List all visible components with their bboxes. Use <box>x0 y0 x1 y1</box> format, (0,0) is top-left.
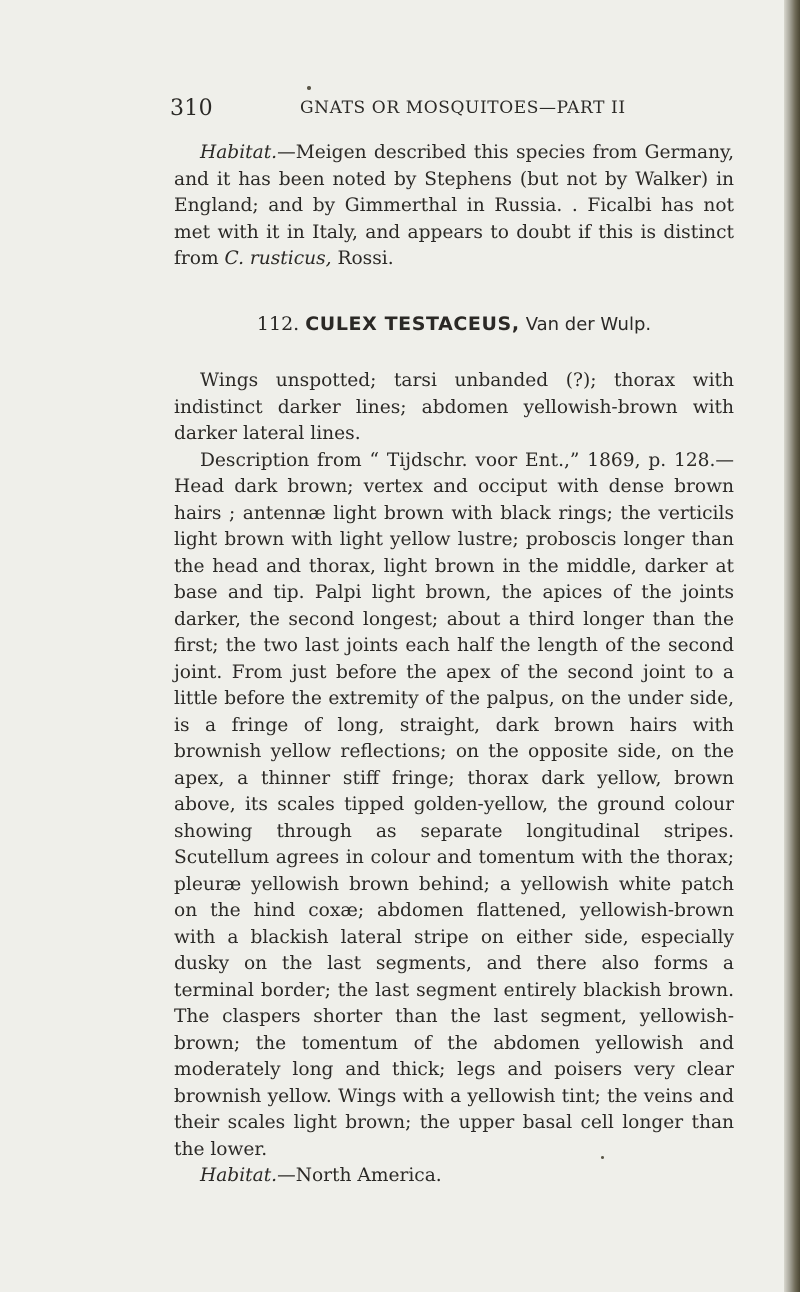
habitat-label: Habitat. <box>200 142 278 163</box>
body-text <box>174 140 734 1190</box>
page-number: 310 <box>170 96 213 121</box>
habitat-text: —Meigen described this species from Germany, and it has been noted by Stephens (but not by Walker) in England; and by Gimmerthal in Russia. . Ficalbi has not met with it in Italy, and appears to doubt if this is distinct from <box>174 142 734 269</box>
paragraph-habitat-america <box>174 1163 734 1190</box>
paragraph-habitat-europe <box>174 140 734 273</box>
paragraph-diagnosis: Wings unspotted; tarsi unbanded (?); thorax with indistinct darker lines; abdomen yellowish-brown with darker lateral lines. <box>174 370 734 444</box>
habitat-text: —North America. <box>277 1165 442 1186</box>
habitat-label: Habitat. <box>200 1165 278 1186</box>
paragraph-description: Description from “ Tijdschr. voor Ent.,” 1869, p. 128.— Head dark brown; vertex and occiput with dense brown hairs ; antennæ light brown with black rings; the verticils light brown with light yellow lustre; proboscis longer than the head and thorax, light brown in the middle, darker at base and tip. Palpi light brown, the apices of the joints darker, the second longest; about a third longer than the first; the two last joints each half the length of the second joint. From just before the apex of the second joint to a little before the extremity of the palpus, on the under side, is a fringe of long, straight, dark brown hairs with brownish yellow reflections; on the opposite side, on the apex, a thinner stiff fringe; thorax dark yellow, brown above, its scales tipped golden-yellow, the ground colour showing through as separate longitudinal stripes. Scutellum agrees in colour and tomentum with the thorax; pleuræ yellowish brown behind; a yellowish white patch on the hind coxæ; abdomen flattened, yellowish-brown with a blackish lateral stripe on either side, especially dusky on the last segments, and there also forms a terminal border; the last segment entirely blackish brown. The claspers shorter than the last segment, yellowish-brown; the tomentum of the abdomen yellowish and moderately long and thick; legs and poisers very clear brownish yellow. Wings with a yellowish tint; the veins and their scales light brown; the upper basal cell longer than the lower. <box>174 449 734 1160</box>
species-number: 112. <box>256 312 300 335</box>
species-name: CULEX TESTACEUS, <box>305 312 520 335</box>
species-heading <box>174 311 734 339</box>
habitat-text-end: Rossi. <box>331 248 394 269</box>
page-edge-shadow <box>784 0 800 1292</box>
print-speck <box>307 86 311 90</box>
running-title: GNATS OR MOSQUITOES—PART II <box>300 98 626 118</box>
running-head <box>170 96 730 122</box>
species-author: Van der Wulp. <box>525 313 652 335</box>
species-reference: C. rusticus, <box>224 248 332 269</box>
